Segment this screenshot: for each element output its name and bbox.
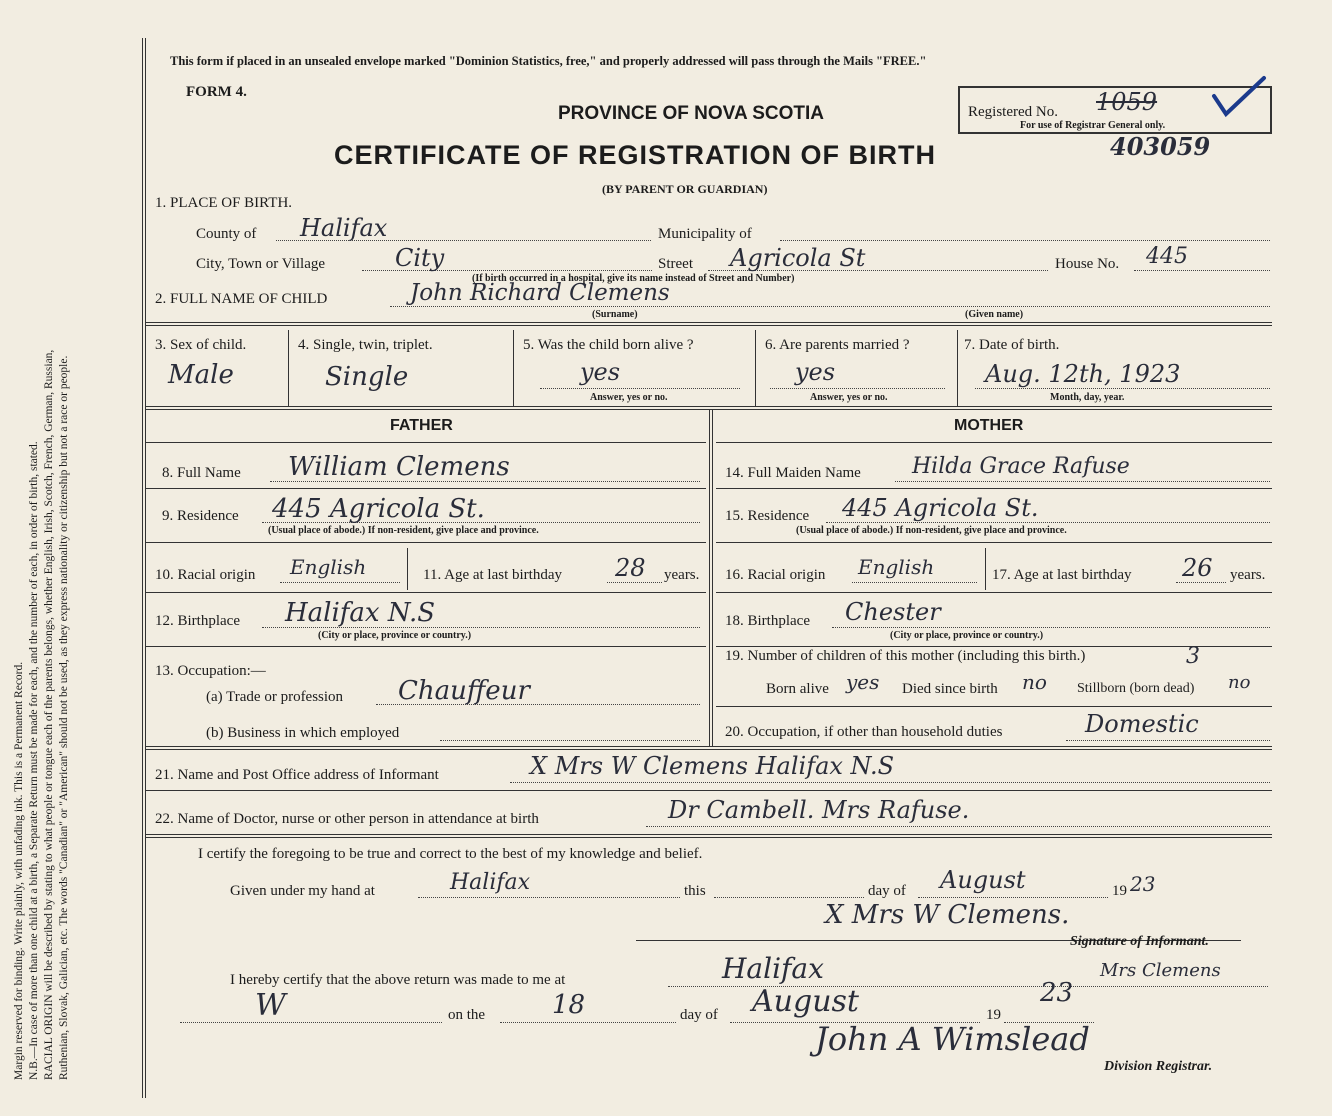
- this-label: this: [684, 883, 706, 899]
- margin-note-line: Margin reserved for binding. Write plainly, with unfading ink. This is a Permanent Record.: [13, 661, 25, 1080]
- stillborn-label: Stillborn (born dead): [1077, 681, 1195, 696]
- mother-residence-line: [826, 522, 1270, 523]
- sex-value: Male: [168, 360, 234, 390]
- trade-value: Chauffeur: [398, 676, 530, 706]
- plurality-label: 4. Single, twin, triplet.: [298, 337, 433, 353]
- row-rule: [146, 790, 1272, 791]
- father-race-value: English: [290, 555, 367, 579]
- reg-day-value: 18: [552, 990, 586, 1020]
- place-of-birth-heading: 1. PLACE OF BIRTH.: [155, 195, 293, 211]
- child-name-label: 2. FULL NAME OF CHILD: [155, 291, 328, 307]
- father-occupation-label: 13. Occupation:—: [155, 663, 266, 679]
- street-value: Agricola St: [730, 244, 866, 272]
- divider: [146, 746, 1272, 750]
- mother-name-line: [895, 481, 1270, 482]
- given-place-line: [418, 897, 680, 898]
- certificate-title: CERTIFICATE OF REGISTRATION OF BIRTH: [334, 140, 936, 170]
- checkmark-icon: [1210, 74, 1270, 124]
- city-value: City: [395, 244, 445, 272]
- born-alive-count-label: Born alive: [766, 681, 829, 697]
- given-name-note: (Given name): [965, 309, 1024, 320]
- children-count-label: 19. Number of children of this mother (including this birth.): [725, 648, 1086, 664]
- born-alive-count-value: yes: [846, 670, 880, 694]
- mother-birthplace-line: [832, 627, 1270, 628]
- plurality-value: Single: [325, 362, 409, 392]
- stamp-number: 403059: [1110, 132, 1211, 161]
- cell-divider: [957, 330, 958, 406]
- answer-line: [770, 388, 945, 389]
- parents-married-label: 6. Are parents married ?: [765, 337, 910, 353]
- registrar-mark: W: [255, 988, 286, 1023]
- day-of-label: day of: [868, 883, 906, 899]
- row-rule: [146, 646, 706, 647]
- answer-line: [975, 388, 1270, 389]
- mother-residence-label: 15. Residence: [725, 508, 810, 524]
- row-rule: [716, 488, 1272, 489]
- row-rule: [716, 592, 1272, 593]
- trade-label: (a) Trade or profession: [206, 689, 344, 705]
- mother-race-label: 16. Racial origin: [725, 567, 826, 583]
- born-alive-label: 5. Was the child born alive ?: [523, 337, 694, 353]
- sex-label: 3. Sex of child.: [155, 337, 247, 353]
- date-note: Month, day, year.: [1050, 392, 1125, 403]
- date-of-birth-value: Aug. 12th, 1923: [985, 360, 1181, 388]
- died-since-birth-label: Died since birth: [902, 681, 998, 697]
- municipality-line: [780, 240, 1270, 241]
- margin-note-line: N.B.—In case of more than one child at a birth, a Separate Return must be made for each, and the number of each, in order of birth, stated.: [28, 441, 40, 1080]
- certify-statement: I certify the foregoing to be true and correct to the best of my knowledge and belief.: [198, 846, 703, 862]
- registrar-note: Mrs Clemens: [1100, 960, 1221, 981]
- row-rule: [716, 442, 1272, 443]
- province-heading: PROVINCE OF NOVA SCOTIA: [558, 103, 825, 124]
- abode-note: (Usual place of abode.) If non-resident, give place and province.: [268, 525, 539, 536]
- registrar-statement: I hereby certify that the above return was made to me at: [230, 972, 566, 988]
- municipality-label: Municipality of: [658, 226, 752, 242]
- mother-race-line: [852, 582, 977, 583]
- reg-year-prefix: 19: [986, 1007, 1001, 1023]
- mail-notice: This form if placed in an unsealed envelope marked "Dominion Statistics, free," and properly addressed will pass through the Mails "FREE.": [170, 54, 927, 68]
- row-rule: [716, 706, 1272, 707]
- father-race-label: 10. Racial origin: [155, 567, 256, 583]
- house-label: House No.: [1055, 256, 1120, 272]
- cell-divider: [755, 330, 756, 406]
- city-province-note: (City or place, province or country.): [890, 630, 1044, 641]
- mother-name-value: Hilda Grace Rafuse: [912, 454, 1130, 479]
- father-age-value: 28: [615, 554, 646, 582]
- left-border: [142, 38, 146, 1098]
- form-number: FORM 4.: [186, 84, 247, 100]
- division-registrar-label: Division Registrar.: [1104, 1059, 1213, 1074]
- surname-note: (Surname): [592, 309, 638, 320]
- year-value: 23: [1130, 872, 1156, 896]
- hospital-note: (If birth occurred in a hospital, give its name instead of Street and Number): [472, 273, 795, 284]
- mother-age-label: 17. Age at last birthday: [992, 567, 1132, 583]
- on-the-label: on the: [448, 1007, 486, 1023]
- mother-birthplace-value: Chester: [845, 598, 941, 626]
- city-label: City, Town or Village: [196, 256, 326, 272]
- row-rule: [146, 592, 706, 593]
- father-race-line: [280, 582, 400, 583]
- mother-heading: MOTHER: [954, 417, 1024, 434]
- doctor-value: Dr Cambell. Mrs Rafuse.: [668, 796, 970, 824]
- day-of-label: day of: [680, 1007, 718, 1023]
- county-value: Halifax: [300, 214, 388, 242]
- margin-notes: [12, 350, 72, 1080]
- divider: [146, 834, 1272, 838]
- stillborn-value: no: [1228, 672, 1251, 693]
- mother-age-line: [1176, 582, 1226, 583]
- mother-age-value: 26: [1182, 554, 1213, 582]
- father-residence-value: 445 Agricola St.: [272, 494, 485, 524]
- city-province-note: (City or place, province or country.): [318, 630, 472, 641]
- certificate-subtitle: (BY PARENT OR GUARDIAN): [602, 182, 768, 196]
- mother-race-value: English: [858, 555, 935, 579]
- yes-no-note: Answer, yes or no.: [810, 392, 888, 403]
- registered-number-box: [958, 86, 1272, 134]
- doctor-line: [646, 826, 1270, 827]
- cell-divider: [985, 548, 986, 590]
- registrar-place-value: Halifax: [722, 952, 824, 985]
- mother-residence-value: 445 Agricola St.: [842, 494, 1039, 522]
- row-rule: [146, 488, 706, 489]
- mother-occupation-label: 20. Occupation, if other than household duties: [725, 724, 1003, 740]
- registrar-mark-line: [180, 1022, 442, 1023]
- years-label: years.: [1230, 567, 1266, 583]
- month-value: August: [940, 866, 1026, 894]
- child-name-value: John Richard Clemens: [410, 280, 670, 306]
- reg-month-value: August: [752, 984, 859, 1019]
- father-age-label: 11. Age at last birthday: [423, 567, 562, 583]
- registrar-use-note: For use of Registrar General only.: [1020, 120, 1166, 131]
- margin-note-line: Ruthenian, Slovak, Galician, etc. The words "Canadian" or "American" should not be used, as they express nationality or citizenship but not a race or people.: [58, 355, 70, 1080]
- cell-divider: [513, 330, 514, 406]
- father-birthplace-label: 12. Birthplace: [155, 613, 240, 629]
- informant-value: X Mrs W Clemens Halifax N.S: [530, 752, 895, 780]
- date-of-birth-label: 7. Date of birth.: [964, 337, 1060, 353]
- father-heading: FATHER: [390, 417, 453, 434]
- father-residence-label: 9. Residence: [162, 508, 239, 524]
- father-birthplace-value: Halifax N.S: [285, 598, 436, 628]
- year-prefix: 19: [1112, 883, 1127, 899]
- father-age-line: [607, 582, 662, 583]
- cell-divider: [288, 330, 289, 406]
- yes-no-note: Answer, yes or no.: [590, 392, 668, 403]
- street-label: Street: [658, 256, 693, 272]
- registrar-signature: John A Wimslead: [815, 1020, 1090, 1058]
- father-name-value: William Clemens: [288, 452, 510, 482]
- mother-birthplace-label: 18. Birthplace: [725, 613, 810, 629]
- row-rule: [716, 542, 1272, 543]
- abode-note: (Usual place of abode.) If non-resident, give place and province.: [796, 525, 1067, 536]
- column-divider: [709, 410, 713, 746]
- informant-line: [510, 782, 1270, 783]
- died-since-birth-value: no: [1022, 670, 1047, 694]
- business-line: [440, 740, 700, 741]
- county-label: County of: [196, 226, 257, 242]
- informant-label: 21. Name and Post Office address of Informant: [155, 767, 439, 783]
- day-line: [714, 897, 864, 898]
- house-line: [1134, 270, 1270, 271]
- business-label: (b) Business in which employed: [206, 725, 400, 741]
- years-label: years.: [664, 567, 700, 583]
- registered-value: 1059: [1096, 88, 1158, 116]
- row-rule: [146, 542, 706, 543]
- mother-occupation-value: Domestic: [1085, 710, 1199, 738]
- row-rule: [146, 442, 706, 443]
- answer-line: [540, 388, 740, 389]
- cell-divider: [407, 548, 408, 590]
- born-alive-value: yes: [580, 358, 621, 386]
- reg-day-line: [500, 1022, 676, 1023]
- parents-married-value: yes: [795, 358, 836, 386]
- informant-signature: X Mrs W Clemens.: [825, 900, 1070, 930]
- doctor-label: 22. Name of Doctor, nurse or other person in attendance at birth: [155, 811, 539, 827]
- mother-occupation-line: [1066, 740, 1270, 741]
- house-value: 445: [1146, 244, 1188, 269]
- divider: [146, 322, 1272, 326]
- month-line: [918, 897, 1108, 898]
- reg-year-value: 23: [1040, 978, 1074, 1008]
- given-under-label: Given under my hand at: [230, 883, 375, 899]
- child-name-line: [390, 306, 1270, 307]
- margin-note-line: RACIAL ORIGIN will be described by stating to what people or tongue each of the parents belongs, whether English, Irish, Scotch, French, German, Russian,: [43, 349, 55, 1080]
- father-name-label: 8. Full Name: [162, 465, 241, 481]
- mother-name-label: 14. Full Maiden Name: [725, 465, 861, 481]
- children-count-value: 3: [1186, 644, 1200, 669]
- signature-label: Signature of Informant.: [1070, 934, 1209, 949]
- registered-label: Registered No.: [968, 104, 1058, 120]
- given-place-value: Halifax: [450, 870, 531, 895]
